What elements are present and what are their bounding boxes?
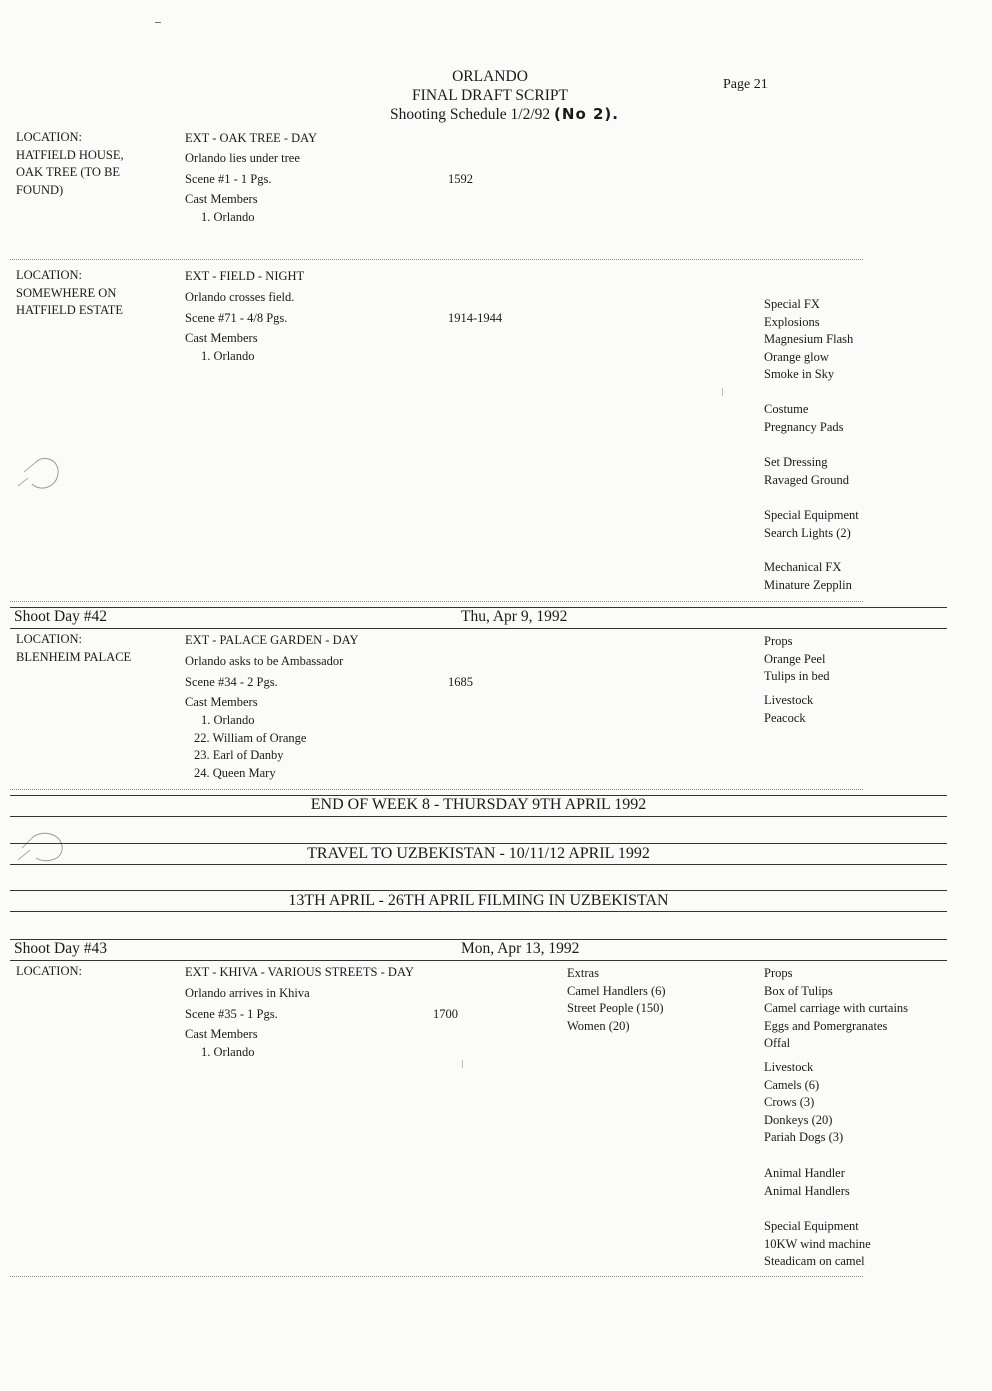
location-line: BLENHEIM PALACE	[16, 649, 132, 664]
location-line: HATFIELD HOUSE,	[16, 147, 124, 162]
cast-member: 1. Orlando	[201, 713, 255, 727]
notes-mechanical-fx	[764, 559, 852, 594]
scene-description: Orlando lies under tree	[185, 151, 300, 165]
scene-description: Orlando arrives in Khiva	[185, 986, 310, 1000]
cast-member: 24. Queen Mary	[194, 765, 276, 780]
location-line: OAK TREE (TO BE	[16, 165, 121, 179]
scene-pages: Scene #71 - 4/8 Pgs.	[185, 311, 288, 325]
story-year: 1685	[448, 675, 473, 689]
cast-list	[194, 712, 306, 782]
note-item: Orange Peel	[764, 651, 826, 666]
cast-label: Cast Members	[185, 1027, 258, 1041]
extras-item: Street People (150)	[567, 1001, 664, 1015]
notes-props	[764, 633, 830, 686]
location-label: LOCATION:	[16, 268, 82, 282]
location-block	[16, 267, 123, 320]
note-item: Explosions	[764, 314, 820, 329]
notes-livestock	[764, 1059, 843, 1147]
schedule-line	[390, 105, 619, 124]
note-item: Ravaged Ground	[764, 472, 850, 487]
location-block	[16, 631, 131, 666]
note-heading: Costume	[764, 402, 809, 416]
cast-label: Cast Members	[185, 192, 258, 206]
rule	[10, 864, 947, 865]
story-year: 1592	[448, 172, 473, 186]
note-heading: Mechanical FX	[764, 560, 842, 574]
notes-animal-handler	[764, 1165, 850, 1200]
stray-mark	[722, 388, 723, 396]
note-heading: Special FX	[764, 297, 820, 311]
note-heading: Set Dressing	[764, 455, 828, 469]
notes-props	[764, 965, 908, 1053]
scene-description: Orlando crosses field.	[185, 290, 295, 304]
cast-member: 22. William of Orange	[194, 730, 307, 745]
extras-heading: Extras	[567, 966, 599, 980]
rule	[10, 890, 947, 891]
notes-special-equipment	[764, 1218, 871, 1271]
note-heading: Special Equipment	[764, 1219, 859, 1233]
rule	[10, 960, 947, 961]
stray-mark	[462, 1060, 463, 1068]
note-item: Eggs and Pomergranates	[764, 1018, 888, 1033]
cast-label: Cast Members	[185, 695, 258, 709]
set-name: EXT - OAK TREE - DAY	[185, 131, 318, 145]
note-heading: Props	[764, 634, 793, 648]
note-item: Magnesium Flash	[764, 332, 854, 346]
location-line: FOUND)	[16, 182, 64, 197]
scene-pages: Scene #35 - 1 Pgs.	[185, 1007, 278, 1021]
filming-banner: 13TH APRIL - 26TH APRIL FILMING IN UZBEKISTAN	[288, 892, 669, 909]
note-item: Pariah Dogs (3)	[764, 1130, 844, 1144]
document-subtitle: FINAL DRAFT SCRIPT	[412, 87, 568, 104]
scene-pages: Scene #34 - 2 Pgs.	[185, 675, 278, 689]
location-label: LOCATION:	[16, 632, 82, 646]
note-item: Camels (6)	[764, 1077, 820, 1092]
cast-label: Cast Members	[185, 331, 258, 345]
extras-item: Camel Handlers (6)	[567, 983, 666, 998]
note-item: Steadicam on camel	[764, 1254, 865, 1268]
cast-member: 1. Orlando	[201, 349, 255, 363]
location-line: SOMEWHERE ON	[16, 285, 117, 300]
note-item: 10KW wind machine	[764, 1236, 871, 1251]
set-name: EXT - PALACE GARDEN - DAY	[185, 633, 359, 647]
note-item: Tulips in bed	[764, 669, 830, 683]
cast-member: 23. Earl of Danby	[194, 748, 284, 762]
shoot-day-date: Mon, Apr 13, 1992	[461, 940, 580, 957]
corner-mark	[155, 22, 161, 23]
punch-hole-mark	[14, 450, 64, 500]
schedule-title: Shooting Schedule 1/2/92	[390, 106, 551, 123]
note-item: Crows (3)	[764, 1095, 815, 1109]
note-heading: Special Equipment	[764, 508, 859, 522]
shoot-day-date: Thu, Apr 9, 1992	[461, 608, 568, 625]
note-item: Orange glow	[764, 349, 829, 364]
note-item: Smoke in Sky	[764, 367, 835, 381]
note-item: Minature Zepplin	[764, 577, 852, 592]
location-label: LOCATION:	[16, 130, 82, 144]
cast-member: 1. Orlando	[201, 210, 255, 224]
shoot-day-label: Shoot Day #43	[14, 940, 107, 957]
note-heading: Props	[764, 966, 793, 980]
dotted-divider	[10, 1276, 863, 1277]
note-heading: Livestock	[764, 1060, 814, 1074]
note-heading: Animal Handler	[764, 1166, 845, 1180]
note-item: Peacock	[764, 710, 806, 725]
dotted-divider	[10, 601, 863, 602]
rule	[10, 911, 947, 912]
set-name: EXT - FIELD - NIGHT	[185, 269, 305, 283]
rule	[10, 628, 947, 629]
extras-item: Women (20)	[567, 1018, 630, 1033]
note-item: Animal Handlers	[764, 1183, 850, 1198]
note-item: Box of Tulips	[764, 983, 833, 998]
story-year: 1914-1944	[448, 311, 503, 325]
notes-special-equipment	[764, 507, 859, 542]
story-year: 1700	[433, 1007, 458, 1021]
rule	[10, 816, 947, 817]
note-item: Offal	[764, 1036, 791, 1050]
document-title: ORLANDO	[452, 68, 528, 85]
note-item: Camel carriage with curtains	[764, 1001, 909, 1015]
end-of-week-banner: END OF WEEK 8 - THURSDAY 9TH APRIL 1992	[310, 796, 647, 813]
set-name: EXT - KHIVA - VARIOUS STREETS - DAY	[185, 965, 414, 979]
note-item: Donkeys (20)	[764, 1112, 833, 1127]
notes-livestock	[764, 692, 813, 727]
note-item: Search Lights (2)	[764, 525, 851, 540]
location-label: LOCATION:	[16, 964, 82, 978]
dotted-divider	[10, 789, 863, 790]
location-block	[16, 129, 124, 199]
extras-list	[567, 965, 666, 1035]
note-item: Pregnancy Pads	[764, 419, 844, 434]
cast-member: 1. Orlando	[201, 1045, 255, 1059]
shoot-day-label: Shoot Day #42	[14, 608, 107, 625]
page-number: Page 21	[723, 77, 768, 92]
notes-costume	[764, 401, 844, 436]
rule	[10, 843, 947, 844]
travel-banner: TRAVEL TO UZBEKISTAN - 10/11/12 APRIL 1992	[307, 845, 650, 862]
location-line: HATFIELD ESTATE	[16, 303, 123, 317]
scene-description: Orlando asks to be Ambassador	[185, 654, 344, 668]
notes-set-dressing	[764, 454, 849, 489]
note-heading: Livestock	[764, 693, 814, 707]
notes-special-fx	[764, 296, 853, 384]
handwritten-note: (No 2).	[554, 105, 619, 123]
dotted-divider	[10, 259, 863, 260]
scene-pages: Scene #1 - 1 Pgs.	[185, 172, 272, 186]
